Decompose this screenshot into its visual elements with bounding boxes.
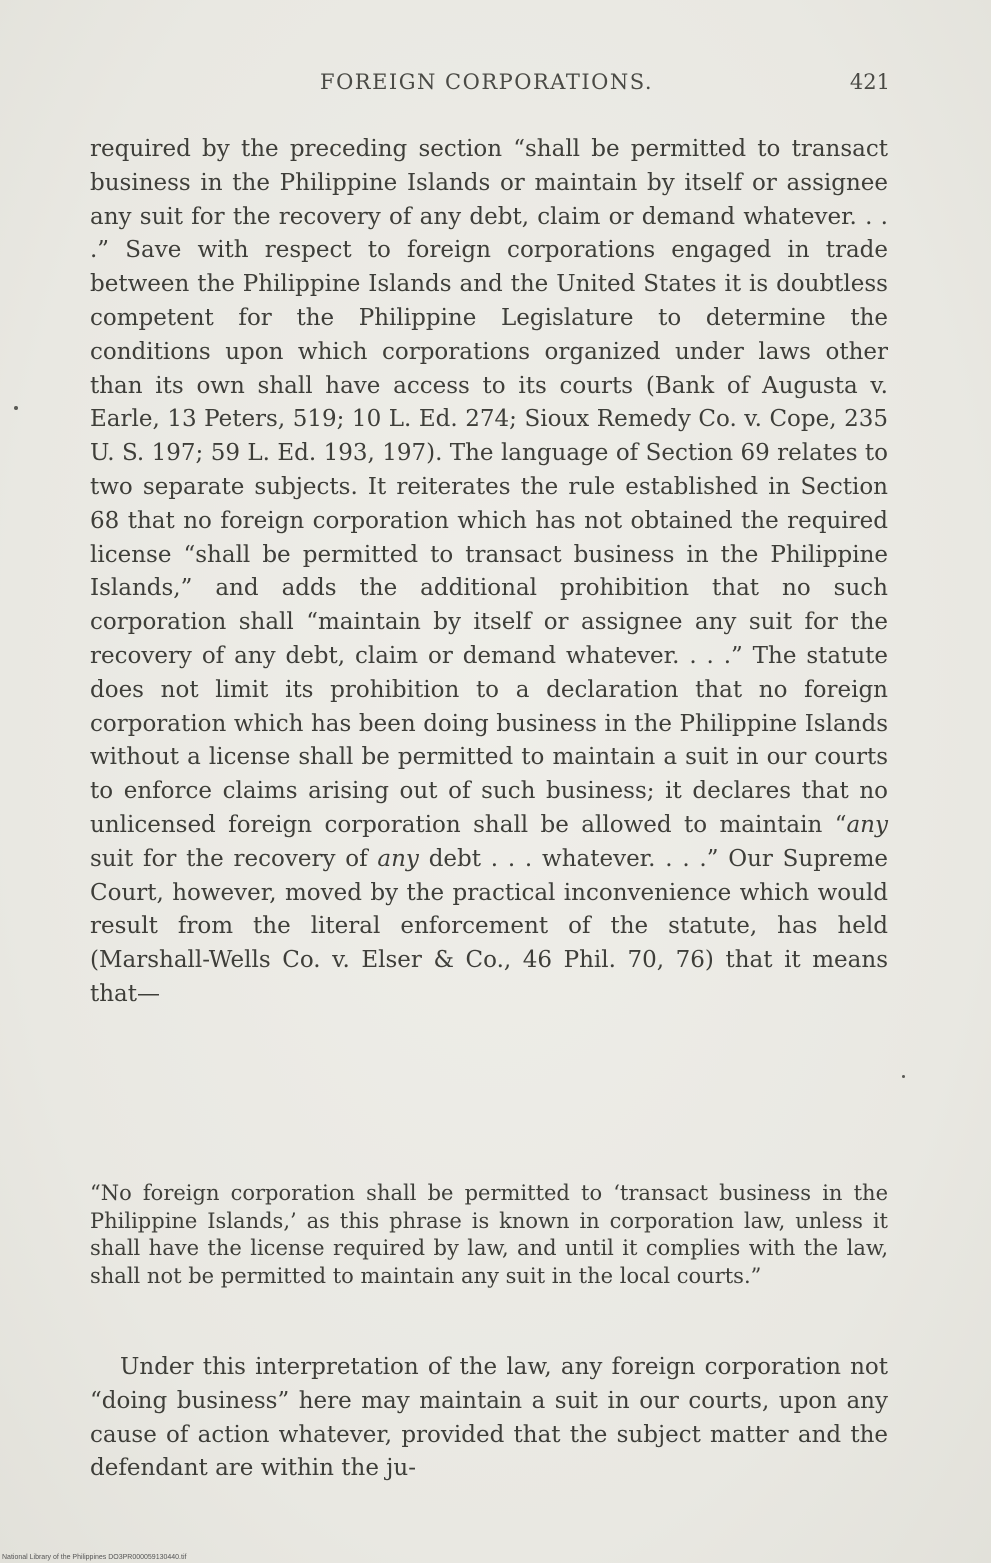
paragraph-text: Under this interpretation of the law, any foreign corporation not “doing business” here may maintain a suit in our courts, upon any cause of action whatever, provided that the subject matter and the defendant are within the ju- xyxy=(90,1354,888,1482)
scan-credit: National Library of the Philippines DO3PR000059130440.tif xyxy=(2,1554,187,1561)
page-number: 421 xyxy=(849,70,890,94)
speck-mark xyxy=(902,1075,905,1078)
paragraph-text xyxy=(90,133,888,1012)
text-segment: required by the preceding section “shall be permitted to transact business in the Philippine Islands or maintain by itself or assignee any suit for the recovery of any debt, claim or demand whatever. . . .” Save with respect to foreign corporations engaged in trade between the Philippine Islands and the United States it is doubtless competent for the Philippine Legislature to determine the conditions upon which corporations organized under laws other than its own shall have access to its courts (Bank of Augusta v. Earle, 13 Peters, 519; 10 L. Ed. 274; Sioux Remedy Co. v. Cope, 235 U. S. 197; 59 L. Ed. 193, 197). The language of Section 69 relates to two separate subjects. It reiterates the rule established in Section 68 that no foreign corporation which has not obtained the required license “shall be permitted to transact business in the Philippine Islands,” and adds the additional prohibition that no such corporation shall “maintain by itself or assignee any suit for the recovery of any debt, claim or demand whatever. . . .” The statute does not limit its prohibition to a declaration that no foreign corporation which has been doing business in the Philippine Islands without a license shall be permitted to maintain a suit in our courts to enforce claims arising out of such business; it declares that no unlicensed foreign corporation shall be allowed to maintain “ xyxy=(90,136,888,838)
speck-mark xyxy=(14,406,18,410)
running-header xyxy=(90,70,890,110)
italic-emphasis: any xyxy=(377,845,419,872)
running-title: FOREIGN CORPORATIONS. xyxy=(320,70,654,94)
main-paragraph xyxy=(90,133,888,1012)
italic-emphasis: any xyxy=(846,811,888,838)
text-segment: debt . . . whatever. . . .” Our Supreme Court, however, moved by the practical inconvenience which would result from the literal enforcement of the statute, has held (Marshall-Wells Co. v. Elser & Co., 46 Phil. 70, 76) that it means that— xyxy=(90,845,888,1007)
second-paragraph xyxy=(90,1351,888,1486)
text-segment: suit for the recovery of xyxy=(90,845,378,872)
block-quote xyxy=(90,1180,888,1290)
quote-text: “No foreign corporation shall be permitted to ‘transact business in the Philippine Islands,’ as this phrase is known in corporation law, unless it shall have the license required by law, and until it complies with the law, shall not be permitted to maintain any suit in the local courts.” xyxy=(90,1181,888,1288)
